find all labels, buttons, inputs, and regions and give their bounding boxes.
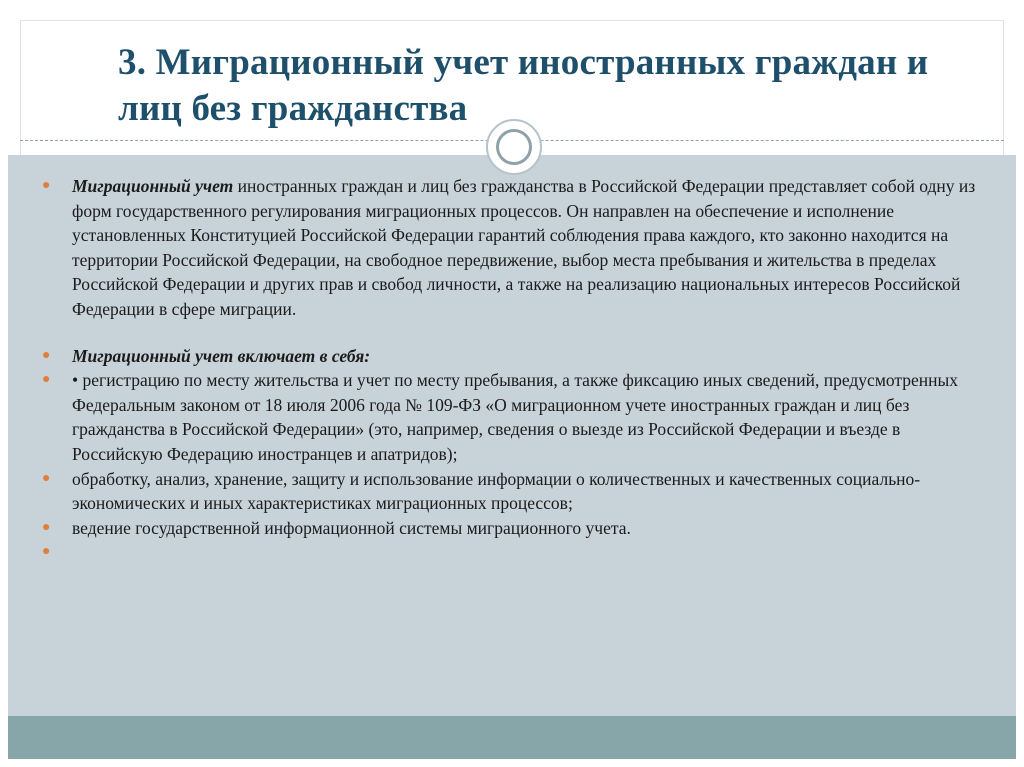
- ring-ornament-icon: [486, 119, 542, 175]
- bullet-text: • регистрацию по месту жительства и учет по месту пребывания, а также фиксацию иных сведений, предусмотренных Федеральным законом от 18 июля 2006 года № 109-ФЗ «О миграционном учете иностранных граждан и лиц без гражданства в Российской Федерации» (это, например, сведения о выезде из Российской Федерации и въезде в Российскую Федерацию иностранцев и апатридов);: [72, 370, 959, 464]
- list-item: [42, 467, 982, 516]
- footer-bar: [8, 716, 1016, 759]
- bullet-icon: ●: [42, 519, 51, 535]
- bullet-text: иностранных граждан и лиц без гражданства в Российской Федерации представляет собой одну из форм государственного регулирования миграционных процессов. Он направлен на обеспечение и исполнение установленных Конституцией Российской Федерации гарантий соблюдения права каждого, кто законно находится на территории Российской Федерации, на свободное передвижение, выбор места пребывания и жительства в пределах Российской Федерации и других прав и свобод личности, а также на реализацию национальных интересов Российской Федерации в сфере миграции.: [72, 176, 976, 319]
- list-item: [42, 344, 982, 369]
- bullet-icon: ●: [42, 470, 51, 486]
- bullet-text: ведение государственной информационной системы миграционного учета.: [72, 517, 631, 538]
- bullet-icon: ●: [42, 372, 51, 388]
- list-item: [42, 516, 982, 541]
- bullet-lead: Миграционный учет включает в себя:: [72, 345, 371, 366]
- slide-content: [42, 174, 982, 560]
- list-item: [42, 368, 982, 466]
- bullet-icon: ●: [42, 178, 51, 193]
- bullet-icon: ●: [42, 347, 51, 363]
- bullet-icon: ●: [42, 544, 51, 560]
- list-item: [42, 174, 982, 322]
- bullet-text: обработку, анализ, хранение, защиту и использование информации о количественных и качественных социально- экономических и иных характеристиках миграционных процессов;: [72, 468, 921, 514]
- slide-title: 3. Миграционный учет иностранных граждан и лиц без гражданства: [118, 42, 929, 129]
- bullet-lead: Миграционный учет: [72, 176, 234, 196]
